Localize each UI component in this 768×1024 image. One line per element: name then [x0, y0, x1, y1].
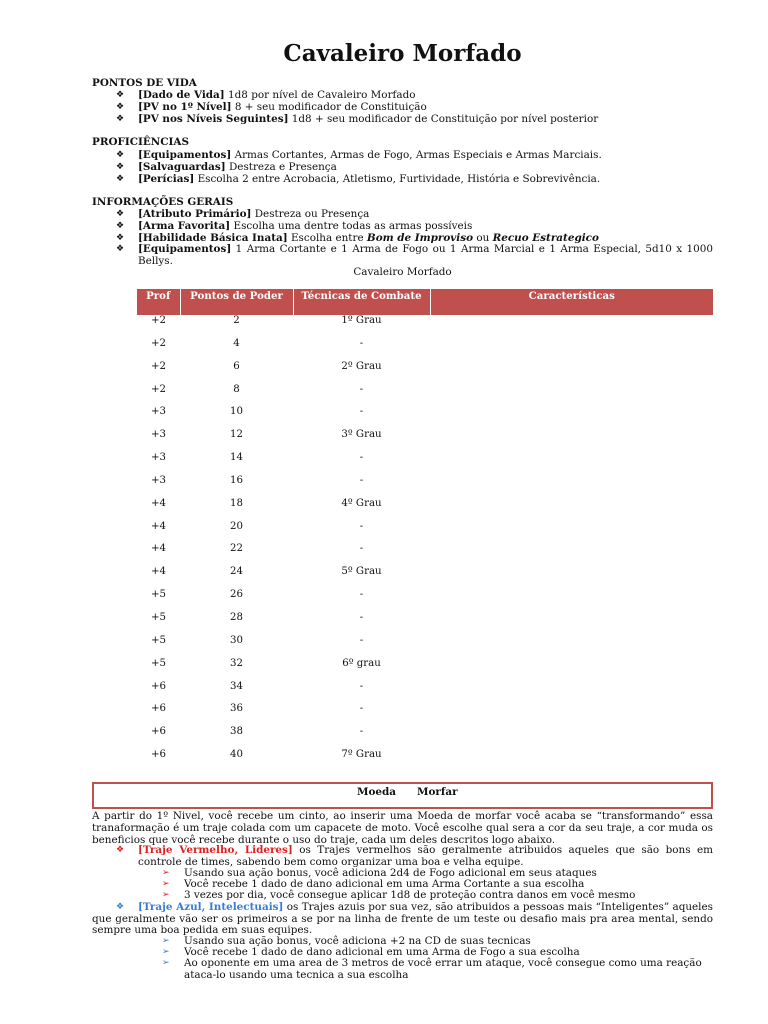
traje-azul-benefits	[92, 936, 713, 981]
cell-prof: +4	[150, 520, 167, 532]
table-row	[137, 612, 713, 635]
cell-pontos-de-poder: 20	[230, 520, 243, 532]
diamond-bullet-icon: ❖	[116, 161, 125, 172]
cell-caracteristicas	[430, 521, 713, 544]
diamond-bullet-icon: ❖	[116, 209, 125, 219]
item-label: [Equipamentos]	[138, 243, 232, 256]
cell-tecnicas: -	[359, 589, 364, 601]
cell-tecnicas: 6º grau	[342, 657, 381, 669]
table-row	[137, 635, 713, 658]
cell-tecnicas: -	[359, 543, 364, 555]
cell-pontos-de-poder: 22	[230, 543, 243, 555]
header-caracteristicas: Características	[430, 289, 713, 315]
diamond-bullet-icon: ❖	[116, 232, 125, 243]
cell-caracteristicas	[430, 726, 713, 749]
table-row	[137, 406, 713, 429]
informacoes-list	[92, 209, 713, 268]
cell-tecnicas: -	[359, 337, 364, 349]
traje-description	[92, 902, 713, 937]
diamond-bullet-icon: ❖	[116, 220, 125, 231]
cell-prof: +2	[150, 315, 167, 326]
cell-pontos-de-poder: 36	[230, 703, 243, 715]
item-text: 1d8 por nível de Cavaleiro Morfado	[224, 89, 416, 101]
cell-prof: +3	[150, 406, 167, 418]
cell-prof: +6	[150, 703, 167, 715]
cell-tecnicas: -	[359, 406, 364, 418]
cell-pontos-de-poder: 4	[233, 337, 240, 349]
cell-prof: +2	[150, 383, 167, 395]
arrow-bullet-icon: ➢	[162, 879, 170, 890]
cell-caracteristicas	[430, 658, 713, 681]
item-label: [Arma Favorita]	[138, 219, 231, 232]
item-label: [Salvaguardas]	[138, 160, 226, 173]
diamond-bullet-icon: ❖	[116, 113, 125, 124]
diamond-bullet-icon: ❖	[116, 244, 125, 255]
table-row	[137, 703, 713, 726]
traje-vermelho	[92, 845, 713, 868]
cell-pontos-de-poder: 16	[230, 474, 243, 486]
cell-prof: +5	[150, 611, 167, 623]
traje-text: os Trajes vermelhos são geralmente atribuidos aqueles que são bons em controle de times, sabendo bem como organizar uma boa e velha equipe.	[138, 844, 713, 868]
traje-label: [Traje Vermelho, Lideres]	[138, 844, 293, 856]
header-prof: Prof	[137, 289, 180, 315]
diamond-bullet-icon: ❖	[116, 902, 125, 912]
cell-tecnicas: -	[359, 452, 364, 464]
proficiencias-list	[92, 150, 713, 185]
traje-label: [Traje Azul, Intelectuais]	[138, 901, 284, 913]
cell-tecnicas: 1º Grau	[341, 315, 382, 326]
table-row	[137, 589, 713, 612]
benefit-text: Ao oponente em uma area de 3 metros de você errar um ataque, você consegue como uma reação ataca-lo usando uma tecnica a sua escolha	[184, 957, 702, 981]
table-caption: Cavaleiro Morfado	[353, 266, 452, 278]
table-row	[137, 543, 713, 566]
item-text: 1d8 + seu modificador de Constituição por nível posterior	[288, 112, 599, 125]
item-label: [PV nos Níveis Seguintes]	[138, 112, 289, 125]
cell-pontos-de-poder: 2	[233, 315, 240, 326]
table-row	[137, 338, 713, 361]
list-item	[92, 890, 713, 901]
table-row	[137, 315, 713, 338]
cell-caracteristicas	[430, 338, 713, 361]
cell-prof: +3	[150, 452, 167, 464]
option-bom-de-improviso: Bom de Improviso	[366, 231, 474, 244]
item-label: [Dado de Vida]	[138, 89, 225, 101]
cell-pontos-de-poder: 24	[230, 566, 243, 578]
item-text: Escolha uma dentre todas as armas possíveis	[230, 219, 473, 232]
banner-title-morfar: Morfar	[417, 786, 458, 798]
cell-prof: +5	[150, 589, 167, 601]
cell-caracteristicas	[430, 703, 713, 726]
traje-azul	[92, 902, 713, 937]
benefit-text: 3 vezes por dia, você consegue aplicar 1d8 de proteção contra danos em você mesmo	[184, 889, 636, 902]
cell-caracteristicas	[430, 452, 713, 475]
table-row	[137, 749, 713, 772]
item-text: 1 Arma Cortante e 1 Arma de Fogo ou 1 Arma Marcial e 1 Arma Especial, 5d10 x 1000 Bellys.	[138, 243, 713, 268]
cell-pontos-de-poder: 38	[230, 726, 243, 738]
cell-tecnicas: -	[359, 474, 364, 486]
table-row	[137, 452, 713, 475]
cell-tecnicas: 7º Grau	[341, 749, 382, 761]
cell-tecnicas: 5º Grau	[341, 566, 382, 578]
table-row	[137, 726, 713, 749]
cell-pontos-de-poder: 28	[230, 611, 243, 623]
cell-caracteristicas	[430, 612, 713, 635]
diamond-bullet-icon: ❖	[116, 90, 125, 100]
arrow-bullet-icon: ➢	[162, 947, 170, 958]
traje-description	[92, 845, 713, 868]
cell-tecnicas: -	[359, 680, 364, 692]
traje-text: os Trajes azuis por sua vez, são atribuidos a pessoas mais “Inteligentes” aqueles que geralmente vão ser os primeiros a se por na linha de frente de um teste ou desafio mais pra area mental, sendo sempre uma boa pedida em suas equipes.	[92, 901, 713, 936]
cell-caracteristicas	[430, 429, 713, 452]
item-text: Escolha 2 entre Acrobacia, Atletismo, Furtividade, História e Sobrevivência.	[194, 172, 601, 185]
item-label: [PV no 1º Nível]	[138, 100, 232, 113]
cell-caracteristicas	[430, 498, 713, 521]
cell-caracteristicas	[430, 543, 713, 566]
option-recuo-estrategico: Recuo Estrategico	[492, 231, 599, 244]
benefit-text: Usando sua ação bonus, você adiciona +2 na CD de suas tecnicas	[184, 935, 531, 947]
cell-prof: +4	[150, 543, 167, 555]
diamond-bullet-icon: ❖	[116, 173, 125, 184]
cell-pontos-de-poder: 18	[230, 497, 243, 509]
cell-prof: +2	[150, 337, 167, 349]
benefit-text: Você recebe 1 dado de dano adicional em uma Arma de Fogo a sua escolha	[184, 946, 580, 959]
cell-caracteristicas	[430, 361, 713, 384]
cell-prof: +4	[150, 497, 167, 509]
section-heading-informacoes-gerais: INFORMAÇÕES GERAIS	[92, 196, 234, 208]
cell-caracteristicas	[430, 315, 713, 338]
table-row	[137, 658, 713, 681]
cell-pontos-de-poder: 40	[230, 749, 243, 761]
cell-tecnicas: -	[359, 726, 364, 738]
cell-tecnicas: 4º Grau	[341, 497, 382, 509]
diamond-bullet-icon: ❖	[116, 845, 125, 855]
traje-vermelho-benefits	[92, 868, 713, 902]
item-text: Destreza e Presença	[225, 160, 337, 173]
cell-pontos-de-poder: 26	[230, 589, 243, 601]
cell-prof: +5	[150, 657, 167, 669]
item-text: 8 + seu modificador de Constituição	[231, 100, 427, 113]
list-item	[92, 958, 713, 980]
cell-pontos-de-poder: 34	[230, 680, 243, 692]
cell-caracteristicas	[430, 384, 713, 407]
cell-prof: +3	[150, 429, 167, 441]
list-item	[92, 174, 713, 186]
arrow-bullet-icon: ➢	[162, 958, 170, 969]
cell-tecnicas: -	[359, 383, 364, 395]
cell-pontos-de-poder: 32	[230, 657, 243, 669]
table-row	[137, 566, 713, 589]
page-title: Cavaleiro Morfado	[283, 40, 522, 67]
cell-pontos-de-poder: 12	[230, 429, 243, 441]
table-row	[137, 475, 713, 498]
cell-tecnicas: -	[359, 634, 364, 646]
table-row	[137, 498, 713, 521]
cell-caracteristicas	[430, 566, 713, 589]
cell-pontos-de-poder: 6	[233, 360, 240, 372]
table-row	[137, 361, 713, 384]
cell-tecnicas: -	[359, 611, 364, 623]
header-tecnicas-de-combate: Técnicas de Combate	[293, 289, 430, 315]
benefit-text: Você recebe 1 dado de dano adicional em uma Arma Cortante a sua escolha	[184, 878, 585, 891]
cell-pontos-de-poder: 14	[230, 452, 243, 464]
cell-prof: +5	[150, 634, 167, 646]
cell-prof: +4	[150, 566, 167, 578]
cell-caracteristicas	[430, 475, 713, 498]
cell-caracteristicas	[430, 589, 713, 612]
arrow-bullet-icon: ➢	[162, 890, 170, 901]
header-pontos-de-poder: Pontos de Poder	[180, 289, 293, 315]
cell-tecnicas: 3º Grau	[341, 429, 382, 441]
cell-prof: +6	[150, 749, 167, 761]
cell-prof: +3	[150, 474, 167, 486]
item-text: Escolha entre	[287, 231, 367, 244]
table-row	[137, 681, 713, 704]
item-label: [Equipamentos]	[138, 149, 232, 161]
item-text: Armas Cortantes, Armas de Fogo, Armas Especiais e Armas Marciais.	[231, 149, 602, 161]
diamond-bullet-icon: ❖	[116, 150, 125, 160]
cell-tecnicas: 2º Grau	[341, 360, 382, 372]
table-row	[137, 429, 713, 452]
cell-caracteristicas	[430, 406, 713, 429]
cell-pontos-de-poder: 30	[230, 634, 243, 646]
item-text: ou	[473, 231, 493, 244]
cell-tecnicas: -	[359, 520, 364, 532]
item-label: [Atributo Primário]	[138, 208, 252, 220]
cell-prof: +6	[150, 726, 167, 738]
cell-caracteristicas	[430, 749, 713, 772]
benefit-text: Usando sua ação bonus, você adiciona 2d4 de Fogo adicional em seus ataques	[184, 867, 597, 879]
section-heading-proficiencias: PROFICIÊNCIAS	[92, 136, 189, 148]
diamond-bullet-icon: ❖	[116, 101, 125, 112]
cell-caracteristicas	[430, 635, 713, 658]
cell-pontos-de-poder: 10	[230, 406, 243, 418]
cell-prof: +2	[150, 360, 167, 372]
table-row	[137, 521, 713, 544]
table-header-row	[137, 289, 713, 315]
banner-title-moeda: Moeda	[357, 786, 397, 798]
cell-prof: +6	[150, 680, 167, 692]
level-table	[137, 289, 713, 772]
cell-tecnicas: -	[359, 703, 364, 715]
list-item	[92, 114, 713, 126]
moeda-intro-paragraph: A partir do 1º Nivel, você recebe um cinto, ao inserir uma Moeda de morfar você acaba se “transformando” essa tranaformação é um traje colada com um capacete de moto. Você escolhe qual sera a cor da seu traje, a cor muda os beneficios que você recebe durante o uso do traje, cada um deles descritos logo abaixo.	[92, 810, 713, 846]
cell-caracteristicas	[430, 681, 713, 704]
cell-pontos-de-poder: 8	[233, 383, 240, 395]
arrow-bullet-icon: ➢	[162, 936, 170, 946]
section-heading-pontos-de-vida: PONTOS DE VIDA	[92, 77, 197, 89]
moeda-morfar-banner	[92, 782, 713, 809]
pontos-de-vida-list	[92, 90, 713, 125]
item-label: [Habilidade Básica Inata]	[138, 231, 288, 244]
item-text: Destreza ou Presença	[251, 208, 370, 220]
arrow-bullet-icon: ➢	[162, 868, 170, 878]
list-item	[92, 244, 713, 268]
table-row	[137, 384, 713, 407]
item-label: [Perícias]	[138, 172, 195, 185]
